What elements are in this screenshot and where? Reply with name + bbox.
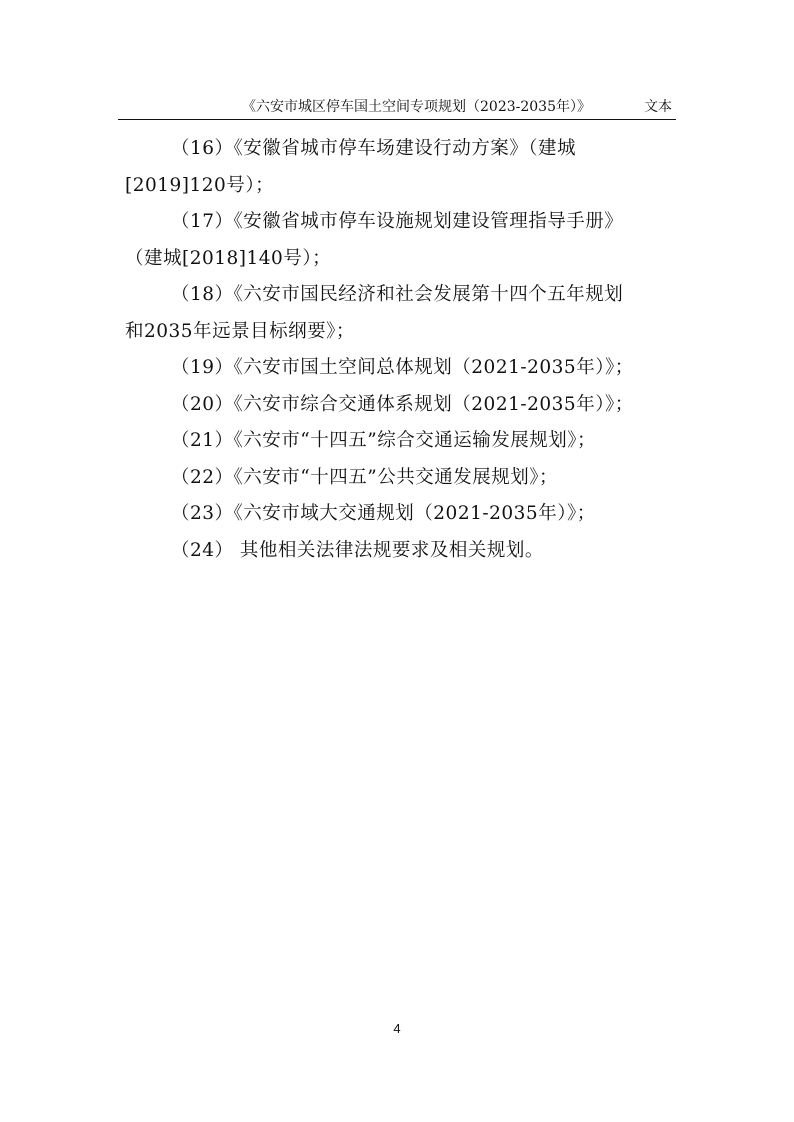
reference-item-16 [125, 131, 673, 204]
reference-line: （16）《安徽省城市停车场建设行动方案》（建城 [171, 138, 577, 159]
reference-line: （24） 其他相关法律法规要求及相关规划。 [171, 539, 544, 561]
reference-line: （19）《六安市国土空间总体规划（2021-2035年）》； [171, 357, 634, 378]
reference-item-18 [125, 277, 673, 350]
reference-line: 和2035年远景目标纲要》； [125, 320, 355, 342]
reference-line: （23）《六安市域大交通规划（2021-2035年）》； [171, 503, 596, 524]
reference-item-20 [125, 387, 673, 424]
reference-item-21 [125, 423, 673, 460]
reference-line: （21）《六安市“十四五”综合交通运输发展规划》； [171, 430, 596, 451]
document-title: 《六安市城区停车国土空间专项规划（2023-2035年）》 [242, 99, 591, 115]
reference-item-23 [125, 496, 673, 533]
page-number: 4 [393, 1021, 401, 1036]
reference-line: [2019]120号）； [125, 174, 275, 196]
header-divider [118, 119, 676, 120]
reference-item-19 [125, 350, 673, 387]
reference-item-22 [125, 460, 673, 497]
reference-item-17 [125, 204, 673, 277]
reference-line: （22）《六安市“十四五”公共交通发展规划》； [171, 466, 558, 488]
reference-line: （17）《安徽省城市停车设施规划建设管理指导手册》 [171, 211, 624, 232]
reference-line: （20）《六安市综合交通体系规划（2021-2035年）》； [171, 393, 634, 415]
section-label: 文本 [644, 99, 672, 115]
reference-item-24 [125, 533, 673, 570]
page-header [118, 96, 676, 118]
reference-line: （建城[2018]140号）； [125, 247, 332, 269]
reference-list [125, 131, 673, 569]
reference-line: （18）《六安市国民经济和社会发展第十四个五年规划 [171, 284, 624, 305]
